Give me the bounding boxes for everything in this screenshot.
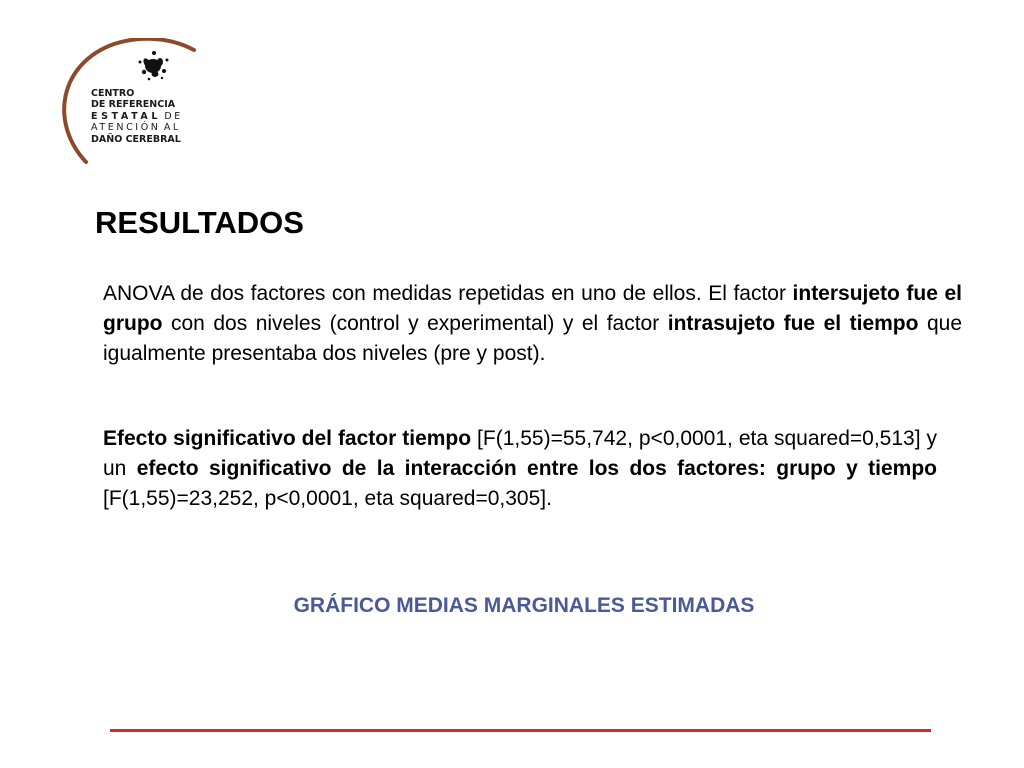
footer-divider (110, 729, 931, 732)
results-description: Efecto significativo del factor tiempo [F(1,55)=55,742, p<0,0001, eta squared=0,513] y un efecto significativo de la interacción entre los dos factores: grupo y tiempo [F(1,55)=23,252, p<0,0001, eta squared=0,305]. (103, 427, 938, 510)
anova-description: ANOVA de dos factores con medidas repetidas en uno de ellos. El factor intersujeto fue el grupo con dos niveles (control y experimental) y el factor intrasujeto fue el tiempo que igualmente presentaba dos niveles (pre y post). (103, 282, 963, 365)
logo-text (91, 88, 183, 145)
logo-line-referencia: DE REFERENCIA (91, 99, 176, 111)
chart-caption: GRÁFICO MEDIAS MARGINALES ESTIMADAS (293, 594, 755, 617)
logo-splash-icon (139, 51, 169, 80)
logo (56, 38, 226, 168)
logo-line-atencion: ATENCIÓN AL (91, 122, 181, 134)
slide-title: RESULTADOS (95, 205, 304, 240)
logo-line-dano: DAÑO CEREBRAL (91, 133, 181, 145)
logo-line-centro: CENTRO (91, 88, 135, 99)
logo-line-estatal: ESTATAL DE (91, 110, 183, 122)
